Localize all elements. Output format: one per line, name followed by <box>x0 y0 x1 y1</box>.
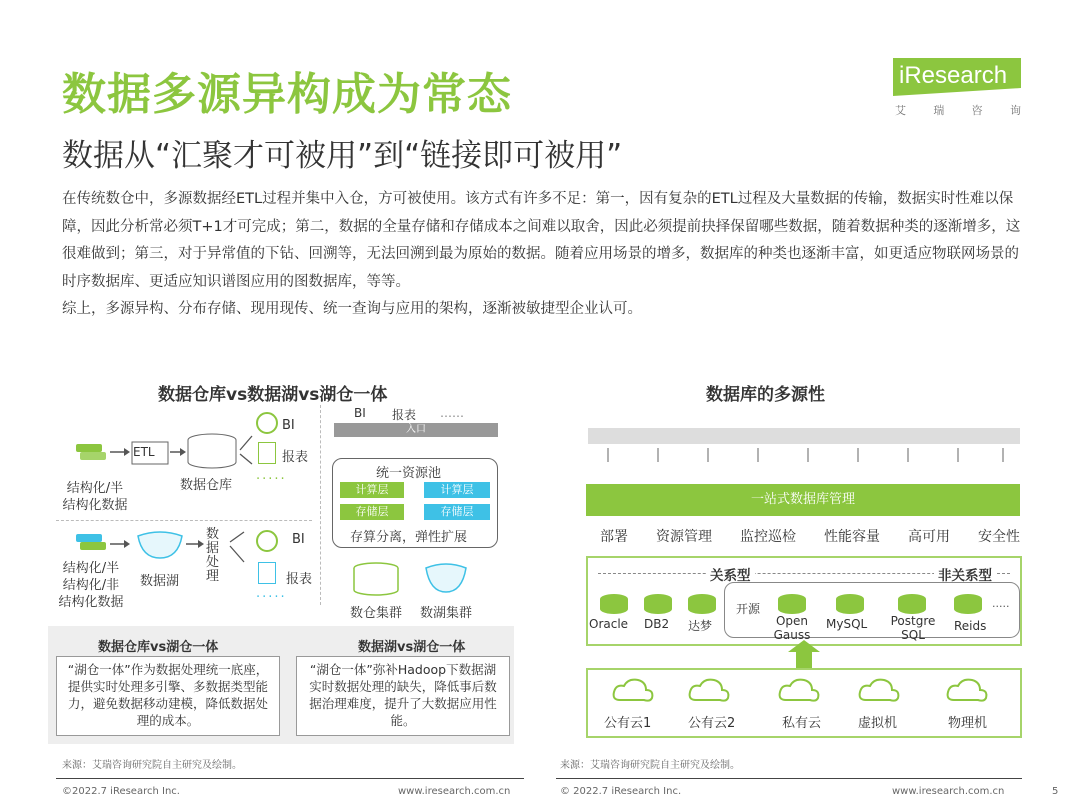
dw-dots: ····· <box>256 472 287 487</box>
right-source: 来源：艾瑞咨询研究院自主研究及绘制。 <box>560 760 740 771</box>
lh-storage-2: 存储层 <box>424 504 490 520</box>
dw-bi-label: BI <box>282 418 295 433</box>
logo-char: 询 <box>1009 104 1021 117</box>
lh-pool-label: 统一资源池 <box>376 466 442 481</box>
lh-entry-bar: 入口 <box>334 423 498 437</box>
cloud-label: 私有云 <box>782 716 822 731</box>
lh-report-label: 报表 <box>392 408 417 422</box>
dl-report-label: 报表 <box>286 572 313 587</box>
db-open-label: MySQL <box>826 617 868 631</box>
dl-bi-label: BI <box>292 532 305 547</box>
dl-process-label: 数据处理 <box>206 527 220 584</box>
lh-storage-1: 存储层 <box>340 504 404 520</box>
dl-dots: ····· <box>256 590 287 605</box>
lh-caption: 存算分离，弹性扩展 <box>350 530 468 545</box>
dw-source-label: 结构化/半 结构化数据 <box>62 481 128 513</box>
db-open-label: Reids <box>954 619 987 633</box>
page-subtitle: 数据从“汇聚才可被用”到“链接即可被用” <box>62 138 623 174</box>
db-cylinder-icon <box>954 594 982 614</box>
features-row <box>600 526 1020 546</box>
bi-icon <box>256 530 278 552</box>
cloud-label: 公有云1 <box>604 716 652 731</box>
logo-char: 艾 <box>895 104 906 117</box>
db-open-label: Open Gauss <box>773 614 811 642</box>
logo-chars <box>895 102 1021 118</box>
page-title: 数据多源异构成为常态 <box>62 69 512 120</box>
lh-clusters-icon <box>350 562 470 598</box>
dw-store-label: 数据仓库 <box>180 478 233 493</box>
report-icon <box>258 442 276 464</box>
left-source: 来源：艾瑞咨询研究院自主研究及绘制。 <box>62 760 242 771</box>
right-footer-line <box>556 778 1022 779</box>
left-website: www.iresearch.com.cn <box>398 786 511 797</box>
left-footer-line <box>56 778 524 779</box>
paragraph-1: 在传统数仓中，多源数据经ETL过程并集中入仓，方可被使用。该方式有许多不足：第一，因有复杂的ETL过程及大量数据的传输，数据实时性难以保障，因此分析常必须T+1才可完成；第二，数据的全量存储和存储成本之间难以取舍，因此必须提前抉择保留哪些数据，随着数据种类的逐渐增多，这很难做到；第三，对于异常值的下钻、回溯等，无法回溯到最为原始的数据。随着应用场景的增多，数据库的种类也逐渐丰富，如更适应物联网场景的时序数据库、更适应知识谱图应用的图数据库，等等。 <box>62 191 1021 290</box>
lh-bi-label: BI <box>354 406 366 420</box>
feature-item: 高可用 <box>908 529 950 545</box>
db-cylinder-icon <box>898 594 926 614</box>
up-arrow-icon <box>784 640 824 668</box>
dw-report-label: 报表 <box>282 450 309 465</box>
lh-cluster-2: 数湖集群 <box>420 606 473 621</box>
open-more-dots: ····· <box>992 600 1010 613</box>
feature-item: 部署 <box>600 529 628 545</box>
iresearch-logo <box>893 58 1023 128</box>
feature-item: 资源管理 <box>656 529 712 545</box>
logo-char: 咨 <box>971 104 983 117</box>
feature-item: 性能容量 <box>824 529 880 545</box>
open-source-label: 开源 <box>736 602 761 616</box>
cloud-label: 公有云2 <box>688 716 736 731</box>
db-cylinder-icon <box>778 594 806 614</box>
bi-icon <box>256 412 278 434</box>
app-stripes <box>588 424 1020 464</box>
lh-compute-2: 计算层 <box>424 482 490 498</box>
lh-dots: …… <box>440 406 464 420</box>
left-panel-title: 数据仓库vs数据湖vs湖仓一体 <box>158 385 388 405</box>
compare1-heading: 数据仓库vs湖仓一体 <box>98 640 219 655</box>
logo-char: 瑞 <box>933 104 945 117</box>
left-copyright: ©2022.7 iResearch Inc. <box>62 786 180 797</box>
dl-store-label: 数据湖 <box>140 574 180 589</box>
db-cylinder-icon <box>600 594 628 614</box>
db-rel-label: DB2 <box>644 617 670 631</box>
db-open-label: Postgre SQL <box>890 614 936 642</box>
compare1-text: “湖仓一体”作为数据处理统一底座，提供实时处理多引擎、多数据类型能力，避免数据移动建模，降低数据处理的成本。 <box>56 656 280 736</box>
db-cylinder-icon <box>836 594 864 614</box>
compare2-text: “湖仓一体”弥补Hadoop下数据湖实时数据处理的缺失，降低事后数据治理难度，提升了大数据应用性能。 <box>296 656 510 736</box>
left-vdivider <box>320 405 321 605</box>
page-number: 5 <box>1052 786 1059 797</box>
one-stop-bar: 一站式数据库管理 <box>586 484 1020 516</box>
lh-compute-1: 计算层 <box>340 482 404 498</box>
cloud-label: 物理机 <box>948 716 988 731</box>
compare2-heading: 数据湖vs湖仓一体 <box>358 640 466 655</box>
lh-cluster-1: 数仓集群 <box>350 606 403 621</box>
nonrelational-label: 非关系型 <box>934 564 996 584</box>
db-rel-label: Oracle <box>589 617 629 631</box>
cloud-icons <box>610 676 1010 706</box>
body-text <box>62 186 1022 324</box>
right-copyright: © 2022.7 iResearch Inc. <box>560 786 682 797</box>
right-website: www.iresearch.com.cn <box>892 786 1005 797</box>
db-rel-label: 达梦 <box>688 619 713 633</box>
relational-label: 关系型 <box>706 564 755 584</box>
etl-label: ETL <box>133 445 155 459</box>
right-panel-title: 数据库的多源性 <box>706 385 825 405</box>
paragraph-2: 综上，多源异构、分布存储、现用现传、统一查询与应用的架构，逐渐被敏捷型企业认可。 <box>62 301 642 317</box>
left-divider <box>56 520 312 521</box>
cloud-label: 虚拟机 <box>858 716 898 731</box>
logo-brand: iResearch <box>899 62 1008 89</box>
feature-item: 监控巡检 <box>740 529 796 545</box>
feature-item: 安全性 <box>978 529 1020 545</box>
db-cylinder-icon <box>688 594 716 614</box>
report-icon <box>258 562 276 584</box>
db-cylinder-icon <box>644 594 672 614</box>
dl-source-label: 结构化/半 结构化/非 结构化数据 <box>58 561 124 610</box>
